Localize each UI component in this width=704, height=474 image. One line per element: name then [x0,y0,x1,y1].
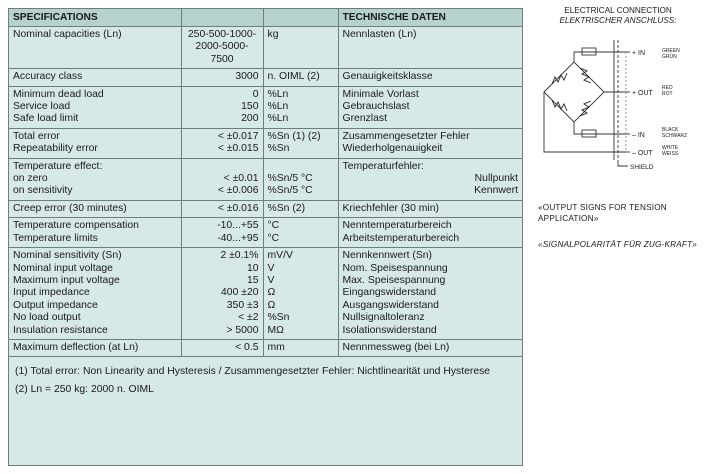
table-row: Nominal capacities (Ln) 250-500-1000- 2000-5000- 7500 kg Nennlasten (Ln) [9,27,522,69]
electrical-connection-panel [532,0,704,474]
table-row: Temperature compensation -10...+55 °C Nenntemperaturbereich [9,218,522,233]
footnote-1: (1) Total error: Non Linearity and Hysteresis / Zusammengesetzter Fehler: Nichtlinearität und Hysterese [15,366,491,378]
red-label: RED [662,85,673,91]
table-row: Nominal sensitivity (Sn) 2 ±0.1% mV/V Nennkennwert (Sn) [9,248,522,263]
connection-title: ELECTRICAL CONNECTION ELEKTRISCHER ANSCHLUSS: [559,6,677,25]
table-row: Minimum dead load 0 %Ln Minimale Vorlast [9,86,522,101]
black-label: BLACK [662,127,679,133]
table-row: Insulation resistance > 5000 MΩ Isolationswiderstand [9,325,522,340]
table-row: Total error < ±0.017 %Sn (1) (2) Zusammengesetzter Fehler [9,128,522,143]
table-row: Creep error (30 minutes) < ±0.016 %Sn (2) Kriechfehler (30 min) [9,200,522,217]
table-row: Maximum deflection (at Ln) < 0.5 mm Nennmessweg (bei Ln) [9,339,522,356]
footnotes [9,356,522,399]
white-label: WHITE [662,145,679,151]
minus-out-label: – OUT [632,150,653,157]
rot-label: ROT [662,91,673,97]
wheatstone-bridge-diagram [536,30,704,180]
capacity-line: 7500 [210,53,234,65]
table-row: Service load 150 %Ln Gebrauchslast [9,101,522,113]
capacity-line: 2000-5000- [195,41,249,53]
shield-label: SHIELD [630,164,654,171]
gruen-label: GRÜN [662,54,677,60]
table-row: Output impedance 350 ±3 Ω Ausgangswiderstand [9,300,522,312]
table-header [9,9,522,27]
footnote-2: (2) Ln = 250 kg: 2000 n. OIML [15,384,154,396]
header-technische-daten: TECHNISCHE DATEN [338,9,522,27]
table-row: Temperature effect: Temperaturfehler: [9,158,522,173]
plus-out-label: + OUT [632,90,653,97]
tension-note-de: «SIGNALPOLARITÄT FÜR ZUG-KRAFT» [538,240,698,249]
table-row: Repeatability error < ±0.015 %Sn Wiederholgenauigkeit [9,143,522,158]
specifications-table [8,8,523,466]
table-row: Maximum input voltage 15 V Max. Speisespannung [9,275,522,287]
plus-in-label: + IN [632,50,646,57]
minus-in-label: – IN [632,132,645,139]
table-row: Temperature limits -40...+95 °C Arbeitstemperaturbereich [9,233,522,248]
table-row: Safe load limit 200 %Ln Grenzlast [9,113,522,128]
table-row: No load output < ±2 %Sn Nullsignaltoleranz [9,312,522,324]
schwarz-label: SCHWARZ [662,133,688,139]
header-specifications: SPECIFICATIONS [9,9,181,27]
table-row: Input impedance 400 ±20 Ω Eingangswiderstand [9,287,522,299]
capacity-line: 250-500-1000- [187,29,257,40]
table-row: on zero < ±0.01 %Sn/5 °C Nullpunkt [9,173,522,185]
table-row: on sensitivity < ±0.006 %Sn/5 °C Kennwert [9,185,522,200]
table-row: Nominal input voltage 10 V Nom. Speisespannung [9,263,522,275]
table-row: Accuracy class 3000 n. OIML (2) Genauigkeitsklasse [9,69,522,86]
green-label: GREEN [662,48,680,54]
tension-note-en: «OUTPUT SIGNS FOR TENSION APPLICATION» [538,203,667,223]
weiss-label: WEISS [662,151,679,157]
